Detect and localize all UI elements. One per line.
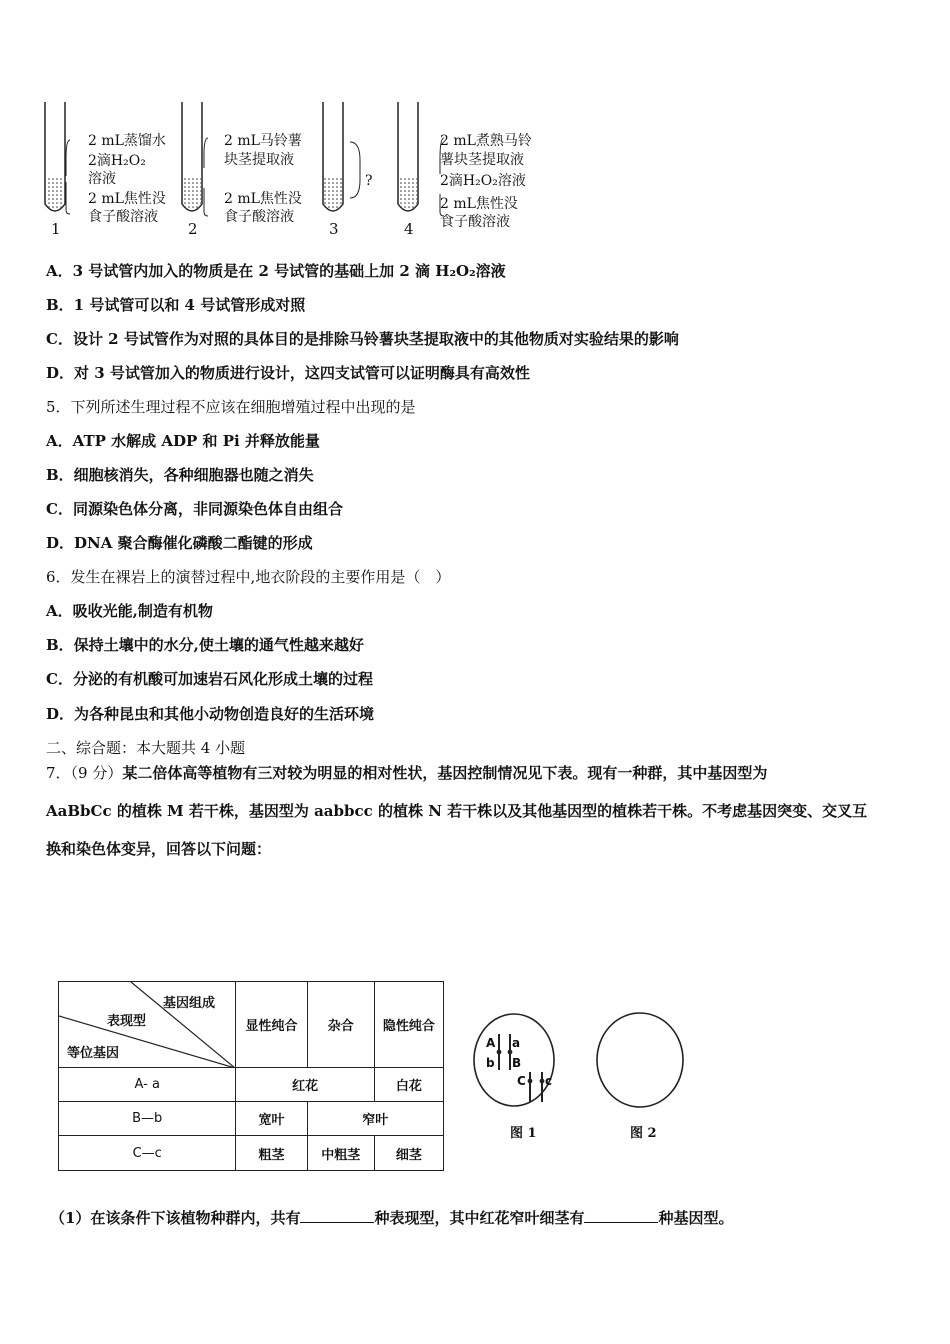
tube1-label-1: 2 mL蒸馏水: [88, 133, 166, 149]
test-tube-4: [398, 102, 444, 216]
allele-B: B: [512, 1056, 522, 1070]
wide-leaf-cell: 宽叶: [236, 1102, 307, 1136]
q6-option-d: D．为各种昆虫和其他小动物创造良好的生活环境: [46, 705, 375, 723]
corner-bottom-label: 等位基因: [67, 1046, 120, 1061]
q7-sub1-part-c: 种基因型。: [658, 1209, 734, 1227]
q6-stem: 6．发生在裸岩上的演替过程中,地衣阶段的主要作用是（ ）: [46, 568, 451, 586]
cell-figures: [470, 1008, 700, 1148]
allele-C: C: [517, 1074, 526, 1088]
column-recessive-homozygous: 隐性纯合: [374, 982, 443, 1068]
gene-b-cell: B—b: [59, 1102, 236, 1136]
corner-top-label: 基因组成: [163, 996, 216, 1011]
q7-sub1: [50, 1208, 733, 1228]
q5-option-a: A．ATP 水解成 ADP 和 Pi 并释放能量: [46, 432, 320, 450]
q7-prefix: 7．（9 分）: [46, 764, 123, 782]
q7-line-2: AaBbCc 的植株 M 若干株，基因型为 aabbcc 的植株 N 若干株以及其他基因型的植株若干株。不考虑基因突变、交叉互: [46, 802, 868, 820]
corner-mid-label: 表现型: [107, 1014, 147, 1029]
answer-blank-1[interactable]: [300, 1208, 374, 1223]
header-corner: [59, 982, 236, 1068]
tube3-number: 3: [329, 220, 339, 238]
q4-option-d: D．对 3 号试管加入的物质进行设计，这四支试管可以证明酶具有高效性: [46, 364, 530, 382]
allele-b: b: [486, 1056, 495, 1070]
tube4-label-3: 2滴H₂O₂溶液: [440, 173, 526, 189]
q4-option-c: C．设计 2 号试管作为对照的具体目的是排除马铃薯块茎提取液中的其他物质对实验结果的影响: [46, 330, 679, 348]
tube4-label-1: 2 mL煮熟马铃: [440, 133, 532, 149]
gene-c-cell: C—c: [59, 1136, 236, 1171]
thin-stem-cell: 细茎: [374, 1136, 443, 1171]
column-dominant-homozygous: 显性纯合: [236, 982, 307, 1068]
q7-line-1: [46, 763, 767, 783]
tube1-label-4: 2 mL焦性没: [88, 191, 166, 207]
q5-option-c: C．同源染色体分离，非同源染色体自由组合: [46, 500, 343, 518]
tube2-label-3: 2 mL焦性没: [224, 191, 302, 207]
q5-stem: 5．下列所述生理过程不应该在细胞增殖过程中出现的是: [46, 398, 416, 416]
tube4-number: 4: [404, 220, 414, 238]
q6-option-c: C．分泌的有机酸可加速岩石风化形成土壤的过程: [46, 670, 373, 688]
gene-table: [58, 981, 444, 1171]
tube1-number: 1: [51, 220, 61, 238]
narrow-leaf-cell: 窄叶: [307, 1102, 443, 1136]
gene-a-cell: A- a: [59, 1068, 236, 1102]
white-flower-cell: 白花: [374, 1068, 443, 1102]
table-row: [59, 1068, 444, 1102]
q4-option-a: A．3 号试管内加入的物质是在 2 号试管的基础上加 2 滴 H₂O₂溶液: [46, 262, 506, 280]
test-tube-3: [323, 102, 360, 211]
tube2-number: 2: [188, 220, 198, 238]
tube2-label-1: 2 mL马铃薯: [224, 133, 302, 149]
section-2-title: 二、综合题：本大题共 4 小题: [46, 739, 246, 757]
q6-option-b: B．保持土壤中的水分,使土壤的通气性越来越好: [46, 636, 364, 654]
table-row: [59, 1102, 444, 1136]
allele-A: A: [486, 1036, 496, 1050]
q5-option-b: B．细胞核消失，各种细胞器也随之消失: [46, 466, 314, 484]
tube4-label-2: 薯块茎提取液: [440, 152, 524, 168]
tube1-label-3: 溶液: [88, 171, 116, 187]
fig2-label: 图 2: [630, 1126, 657, 1141]
q7-text-1: 某二倍体高等植物有三对较为明显的相对性状，基因控制情况见下表。现有一种群，其中基因型为: [122, 764, 768, 782]
q5-option-d: D．DNA 聚合酶催化磷酸二酯键的形成: [46, 534, 313, 552]
allele-a: a: [512, 1036, 521, 1050]
tube2-label-4: 食子酸溶液: [224, 209, 294, 225]
tube2-label-2: 块茎提取液: [224, 152, 294, 168]
red-flower-cell: 红花: [236, 1068, 374, 1102]
tube1-label-5: 食子酸溶液: [88, 209, 158, 225]
table-row: [59, 1136, 444, 1171]
tube3-label: ?: [365, 173, 373, 189]
test-tube-figure: [40, 98, 540, 243]
q4-option-b: B．1 号试管可以和 4 号试管形成对照: [46, 296, 306, 314]
fig2-cell: [597, 1013, 683, 1107]
q7-sub1-part-b: 种表现型，其中红花窄叶细茎有: [374, 1209, 585, 1227]
q6-option-a: A．吸收光能,制造有机物: [46, 602, 213, 620]
test-tube-2: [182, 102, 208, 216]
fig1-label: 图 1: [510, 1126, 537, 1141]
column-heterozygous: 杂合: [307, 982, 374, 1068]
q7-sub1-part-a: （1）在该条件下该植物种群内，共有: [50, 1209, 301, 1227]
tube4-label-5: 食子酸溶液: [440, 214, 510, 230]
cell-circles: [470, 1008, 700, 1148]
q7-line-3: 换和染色体变异，回答以下问题：: [46, 840, 272, 858]
thick-stem-cell: 粗茎: [236, 1136, 307, 1171]
allele-c: c: [545, 1074, 553, 1088]
test-tube-1: [45, 102, 70, 214]
tube1-label-2: 2滴H₂O₂: [88, 153, 146, 169]
tube4-label-4: 2 mL焦性没: [440, 196, 518, 212]
medium-stem-cell: 中粗茎: [307, 1136, 374, 1171]
answer-blank-2[interactable]: [584, 1208, 658, 1223]
